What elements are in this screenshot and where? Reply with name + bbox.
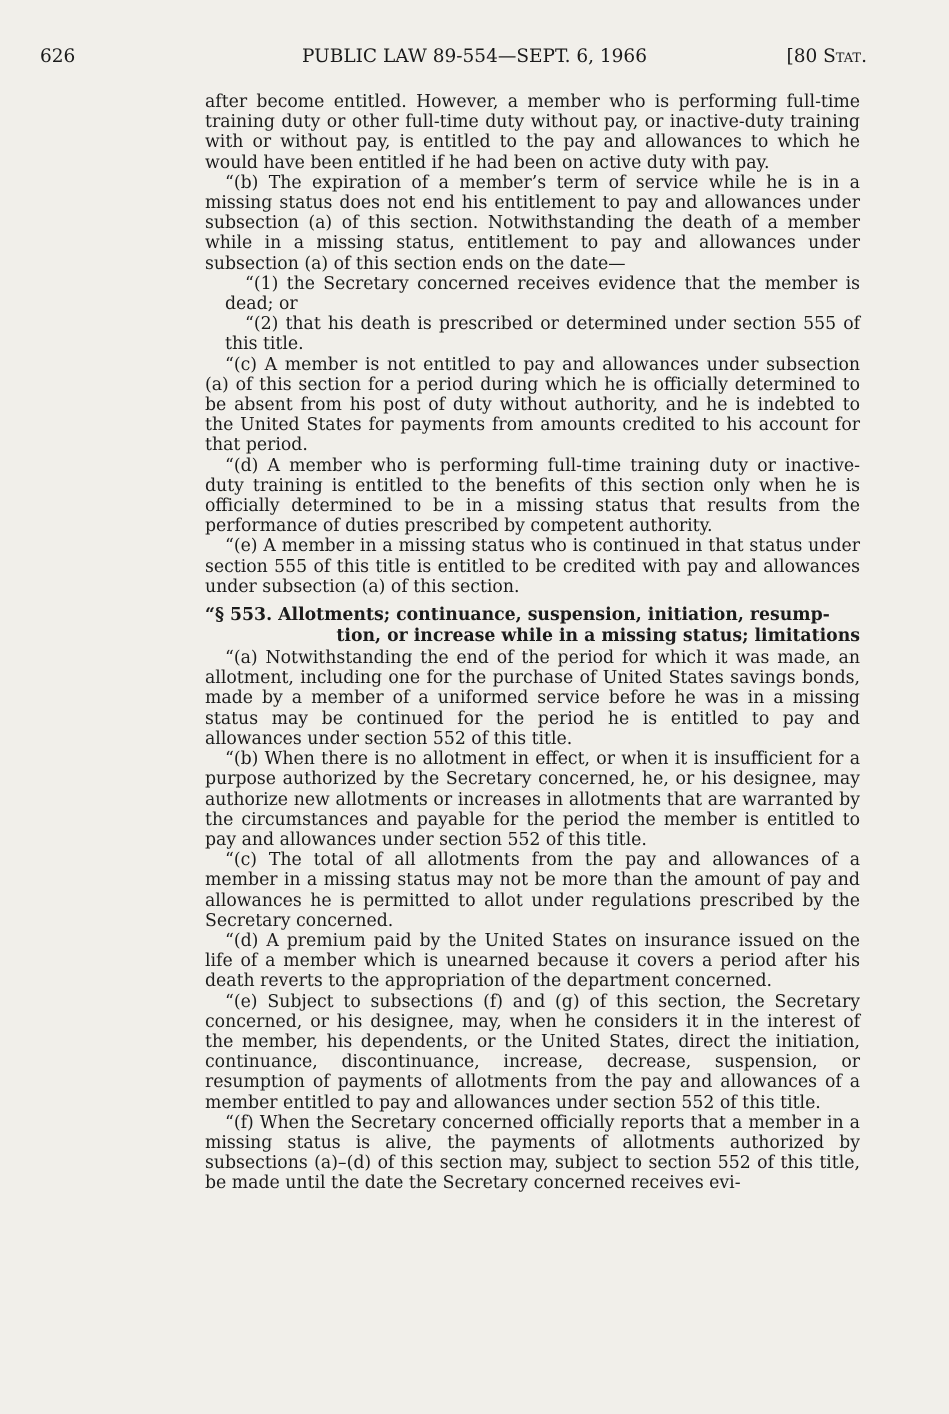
- paragraph-continued: after become entitled. However, a member who is performing full-time training duty or other full-time duty without pay, or inactive-duty training with or without pay, is entitled to the pay and allowances to which he would have been entitled if he had been on active duty with pay.: [205, 92, 860, 173]
- paragraph-subsection-d: “(d) A member who is performing full-time training duty or inactive-duty training is entitled to the benefits of this section only when he is officially determined to be in a missing status that results from the performance of duties prescribed by competent authority.: [205, 455, 860, 537]
- paragraph-subsection-c: “(c) A member is not entitled to pay and allowances under subsection (a) of this section for a period during which he is officially determined to be absent from his post of duty without authority, and he is indebted to the United States for payments from amounts credited to his account for that period.: [205, 354, 860, 456]
- page-number: 626: [40, 46, 76, 67]
- paragraph-clause-1: “(1) the Secretary concerned receives evidence that the member is dead; or: [225, 273, 860, 315]
- paragraph-553-c: “(c) The total of all allotments from the pay and allowances of a member in a missing status may not be more than the amount of pay and allowances he is permitted to allot under regulations prescribed by the Secretary concerned.: [205, 850, 860, 931]
- paragraph-553-e: “(e) Subject to subsections (f) and (g) of this section, the Secretary concerned, or his designee, may, when he considers it in the interest of the member, his dependents, or the United States, direct the initiation, continuance, discontinuance, increase, decrease, suspension, or resumption of payments of allotments from the pay and allowances of a member entitled to pay and allowances under section 552 of this title.: [205, 991, 860, 1113]
- body-text: [205, 92, 860, 1194]
- paragraph-553-f: “(f) When the Secretary concerned officially reports that a member in a missing status is alive, the payments of allotments authorized by subsections (a)–(d) of this section may, subject to section 552 of this title, be made until the date the Secretary concerned receives evi-: [205, 1112, 860, 1194]
- statute-volume: [80: [786, 46, 824, 67]
- paragraph-553-d: “(d) A premium paid by the United States on insurance issued on the life of a member which is unearned because it covers a period after his death reverts to the appropriation of the department concerned.: [205, 930, 860, 992]
- paragraph-subsection-e: “(e) A member in a missing status who is continued in that status under section 555 of this title is entitled to be credited with pay and allowances under subsection (a) of this section.: [205, 536, 860, 597]
- section-heading-line-1: “§ 553. Allotments; continuance, suspension, initiation, resump-: [205, 605, 830, 626]
- section-553-heading: [205, 605, 860, 646]
- header-title: PUBLIC LAW 89-554—SEPT. 6, 1966: [302, 46, 647, 67]
- statute-word: Stat.: [823, 46, 867, 67]
- paragraph-subsection-b: “(b) The expiration of a member’s term of service while he is in a missing status does not end his entitlement to pay and allowances under subsection (a) of this section. Notwithstanding the death of a member while in a missing status, entitlement to pay and allowances under subsection (a) of this section ends on the date—: [205, 172, 860, 274]
- statute-reference: [786, 46, 867, 67]
- paragraph-clause-2: “(2) that his death is prescribed or determined under section 555 of this title.: [225, 314, 860, 355]
- section-heading-line-2: tion, or increase while in a missing status; limitations: [336, 625, 860, 646]
- paragraph-553-a: “(a) Notwithstanding the end of the period for which it was made, an allotment, including one for the purchase of United States savings bonds, made by a member of a uniformed service before he was in a missing status may be continued for the period he is entitled to pay and allowances under section 552 of this title.: [205, 648, 860, 749]
- running-header: [0, 46, 949, 76]
- paragraph-553-b: “(b) When there is no allotment in effect, or when it is insufficient for a purpose authorized by the Secretary concerned, he, or his designee, may authorize new allotments or increases in allotments that are warranted by the circumstances and payable for the period the member is entitled to pay and allowances under section 552 of this title.: [205, 749, 860, 850]
